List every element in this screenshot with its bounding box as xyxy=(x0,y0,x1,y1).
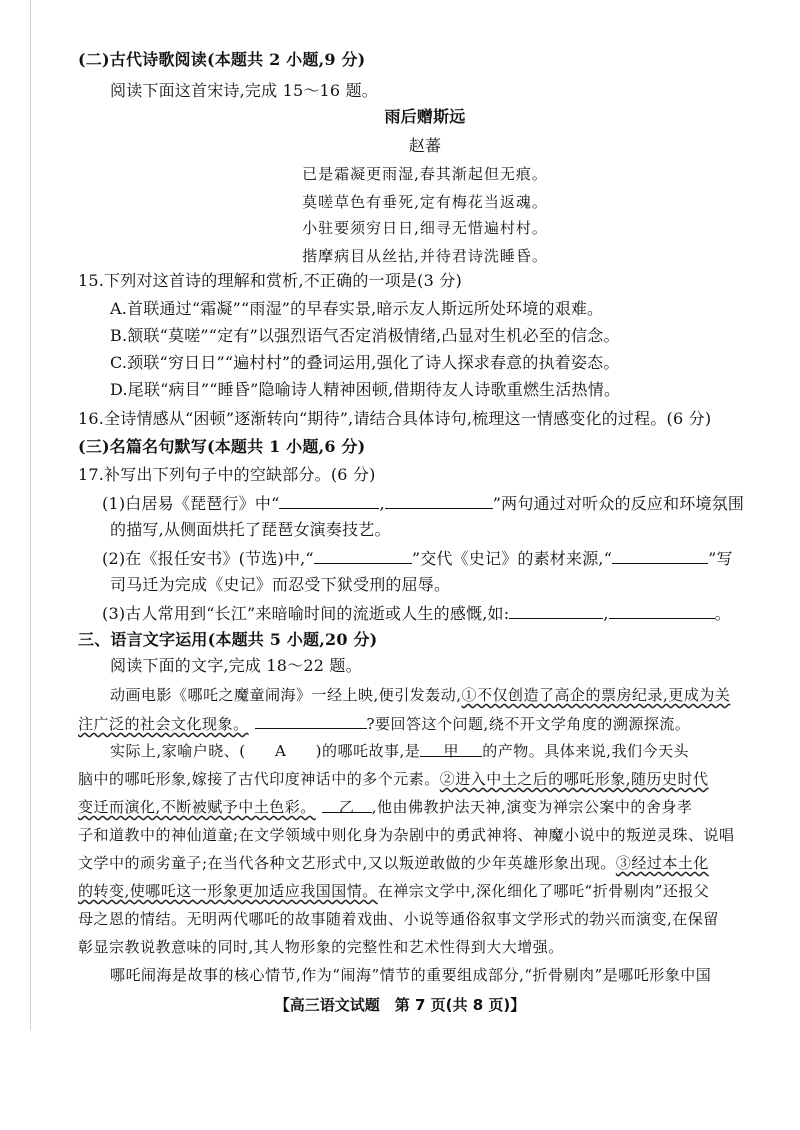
section3-heading: (三)名篇名句默写(本题共 1 小题,6 分) xyxy=(78,437,366,456)
poem-line-3: 小驻要须穷日日,细寻无惜遍村村。 xyxy=(302,219,548,237)
passage-line-1 xyxy=(110,684,730,706)
blank-label-a: A xyxy=(274,742,287,760)
passage-line-9: 母之恩的情结。无明两代哪吒的故事随着戏曲、小说等通俗叙事文学形式的勃兴而演变,在保留 xyxy=(78,910,719,928)
q17-item-3-prefix: (3)古人常用到“长江”来暗喻时间的流逝或人生的感慨,如: xyxy=(102,604,510,623)
section2-intro: 阅读下面这首宋诗,完成 15～16 题。 xyxy=(110,81,378,100)
poem-line-2: 莫嗟草色有垂死,定有梅花当返魂。 xyxy=(302,193,548,211)
underlined-sentence-2-cont: 变迁而演化,不断被赋予中土色彩。 xyxy=(78,798,316,816)
q17-item-2-mid: ”交代《史记》的素材来源,“ xyxy=(411,549,613,568)
q17-item-2-prefix: (2)在《报任安书》(节选)中,“ xyxy=(102,549,314,568)
q17-item-1-suffix: ”两句通过对听众的反应和环境氛围 xyxy=(492,494,745,513)
answer-blank[interactable] xyxy=(612,547,708,564)
answer-blank[interactable] xyxy=(385,492,493,509)
q15-option-a: A.首联通过“霜凝”“雨湿”的早春实景,暗示友人斯远所处环境的艰难。 xyxy=(110,299,604,318)
q17-stem: 17.补写出下列句子中的空缺部分。(6 分) xyxy=(78,465,376,484)
answer-blank[interactable] xyxy=(314,547,412,564)
answer-blank[interactable] xyxy=(609,602,715,619)
poem-line-4: 揩摩病目从丝拈,并待君诗洗睡昏。 xyxy=(302,247,548,265)
passage-line-4 xyxy=(78,768,709,790)
q17-item-2 xyxy=(102,547,733,570)
passage-text: )的哪吒故事,是 xyxy=(315,742,421,760)
underlined-sentence-1: ①不仅创造了高企的票房纪录,更成为关 xyxy=(461,686,731,704)
passage-text: ?要回答这个问题,绕不开文学角度的溯源探流。 xyxy=(366,715,691,733)
q17-item-3-comma: , xyxy=(603,604,609,623)
page-margin-rule xyxy=(30,0,31,1030)
passage-text: 在禅宗文学中,深化细化了哪吒“折骨剔肉”还报父 xyxy=(377,882,710,900)
q17-item-1-prefix: (1)白居易《琵琶行》中“ xyxy=(102,494,280,513)
poem-author: 赵蕃 xyxy=(408,136,442,155)
passage-line-6: 子和道教中的神仙道童;在文学领域中则化身为杂剧中的勇武神将、神魔小说中的叛逆灵珠、说唱 xyxy=(78,826,735,844)
poem-title: 雨后赠斯远 xyxy=(384,107,466,126)
underlined-sentence-3-cont: 的转变,使哪吒这一形象更加适应我国国情。 xyxy=(78,882,378,900)
q15-option-c: C.颈联“穷日日”“遍村村”的叠词运用,强化了诗人探求春意的执着姿态。 xyxy=(110,353,620,372)
q15-stem: 15.下列对这首诗的理解和赏析,不正确的一项是(3 分) xyxy=(78,271,462,290)
passage-text: 的产物。具体来说,我们今天头 xyxy=(482,742,690,760)
passage-line-5 xyxy=(78,796,692,818)
poem-line-1: 已是霜凝更雨湿,春其渐起但无痕。 xyxy=(302,165,548,183)
passage-text: 实际上,家喻户晓、( xyxy=(110,742,246,760)
answer-blank[interactable] xyxy=(509,602,603,619)
blank-label-yi[interactable]: 乙 xyxy=(322,796,372,813)
blank-label-jia[interactable]: 甲 xyxy=(420,740,482,757)
section2-heading: (二)古代诗歌阅读(本题共 2 小题,9 分) xyxy=(78,50,366,69)
page-footer: 【高三语文试题 第 7 页(共 8 页)】 xyxy=(274,996,526,1014)
q17-item-1-cont: 的描写,从侧面烘托了琵琶女演奏技艺。 xyxy=(110,520,391,539)
answer-blank[interactable] xyxy=(255,712,367,729)
part3-heading: 三、语言文字运用(本题共 5 小题,20 分) xyxy=(78,630,378,649)
passage-text: 动画电影《哪吒之魔童闹海》一经上映,便引发轰动, xyxy=(110,686,462,704)
q15-option-d: D.尾联“病目”“睡昏”隐喻诗人精神困顿,借期待友人诗歌重燃生活热情。 xyxy=(110,380,621,399)
passage-text: 脑中的哪吒形象,嫁接了古代印度神话中的多个元素。 xyxy=(78,770,440,788)
q17-item-1 xyxy=(102,492,744,515)
passage-line-3 xyxy=(110,740,689,762)
q17-item-3 xyxy=(102,602,731,625)
q15-option-b: B.颔联“莫嗟”“定有”以强烈语气否定消极情绪,凸显对生机必至的信念。 xyxy=(110,326,620,345)
q17-item-3-period: 。 xyxy=(714,604,731,623)
q17-item-2-suffix: ”写 xyxy=(708,549,733,568)
answer-blank[interactable] xyxy=(279,492,379,509)
passage-line-2 xyxy=(78,712,690,735)
underlined-sentence-3: ③经过本土化 xyxy=(615,854,709,872)
passage-line-10: 彰显宗教说教意味的同时,其人物形象的完整性和艺术性得到大大增强。 xyxy=(78,938,564,956)
passage-line-7 xyxy=(78,852,709,874)
q16-stem: 16.全诗情感从“困顿”逐渐转向“期待”,请结合具体诗句,梳理这一情感变化的过程。(6 分) xyxy=(78,409,712,428)
part3-intro: 阅读下面的文字,完成 18～22 题。 xyxy=(110,656,362,675)
passage-line-8 xyxy=(78,880,709,902)
passage-line-11: 哪吒闹海是故事的核心情节,作为“闹海”情节的重要组成部分,“折骨剔肉”是哪吒形象中国 xyxy=(110,966,712,984)
passage-text: 文学中的顽劣童子;在当代各种文艺形式中,又以叛逆敢做的少年英雄形象出现。 xyxy=(78,854,616,872)
q17-item-1-comma: , xyxy=(379,494,385,513)
underlined-sentence-1-cont: 注广泛的社会文化现象。 xyxy=(78,715,249,733)
q17-item-2-cont: 司马迁为完成《史记》而忍受下狱受刑的屈辱。 xyxy=(110,575,451,594)
passage-text: ,他由佛教护法天神,演变为禅宗公案中的舍身孝 xyxy=(371,798,693,816)
underlined-sentence-2: ②进入中土之后的哪吒形象,随历史时代 xyxy=(439,770,709,788)
